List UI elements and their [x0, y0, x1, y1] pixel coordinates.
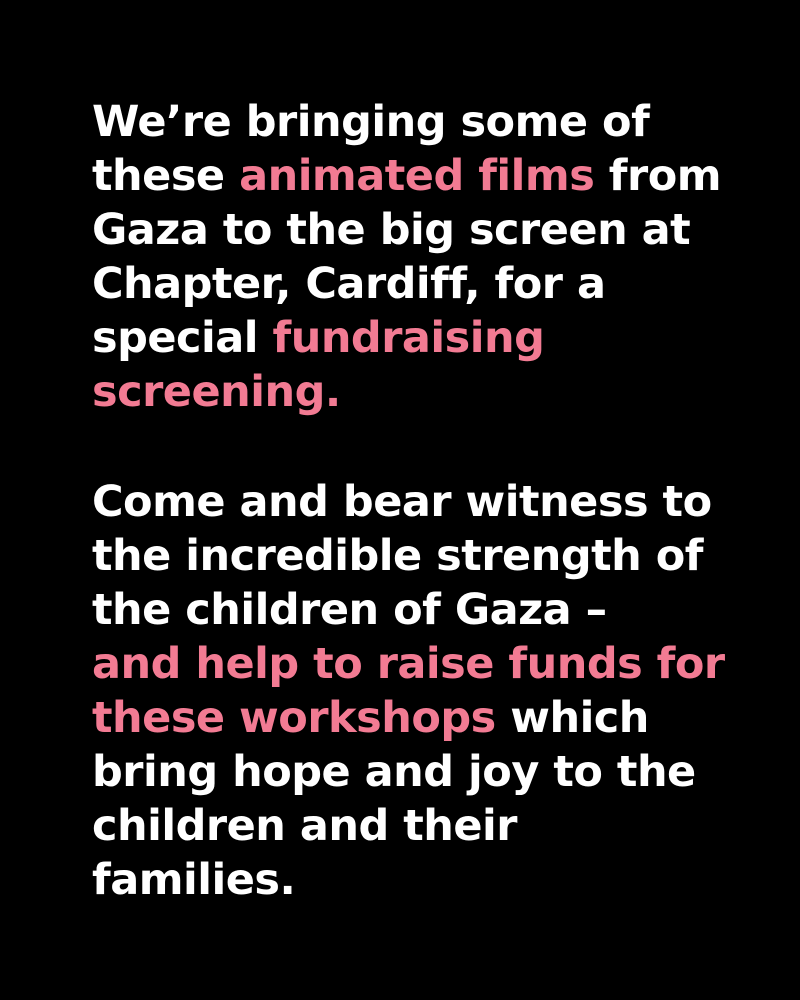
text-segment: families.	[92, 855, 296, 905]
highlight-fundraising: fundraising	[272, 313, 545, 363]
text-segment: the children of Gaza –	[92, 585, 607, 635]
text-segment: bring hope and joy to the	[92, 747, 696, 797]
text-segment: Come and bear witness to	[92, 477, 712, 527]
highlight-screening	[92, 365, 732, 419]
text-line	[92, 745, 732, 799]
text-line	[92, 311, 732, 365]
call-to-action-paragraph	[92, 475, 732, 907]
text-segment: the incredible strength of	[92, 531, 703, 581]
text-line	[92, 691, 732, 745]
text-segment: and help to raise funds for	[92, 639, 725, 689]
text-line	[92, 799, 732, 853]
highlight-raise-funds	[92, 637, 732, 691]
text-segment: these	[92, 151, 240, 201]
text-line	[92, 475, 732, 529]
text-line	[92, 203, 732, 257]
text-segment: We’re bringing some of	[92, 97, 650, 147]
highlight-animated-films: animated films	[239, 151, 595, 201]
text-line	[92, 853, 732, 907]
text-line	[92, 529, 732, 583]
text-segment: screening.	[92, 367, 341, 417]
text-segment: from	[594, 151, 722, 201]
text-segment: children and their	[92, 801, 517, 851]
text-line	[92, 257, 732, 311]
highlight-workshops: these workshops	[92, 693, 496, 743]
text-segment: special	[92, 313, 273, 363]
text-line	[92, 149, 732, 203]
text-segment: which	[495, 693, 649, 743]
text-segment: Gaza to the big screen at	[92, 205, 691, 255]
text-line	[92, 583, 732, 637]
text-segment: Chapter, Cardiff, for a	[92, 259, 606, 309]
intro-paragraph	[92, 95, 732, 419]
text-line	[92, 95, 732, 149]
